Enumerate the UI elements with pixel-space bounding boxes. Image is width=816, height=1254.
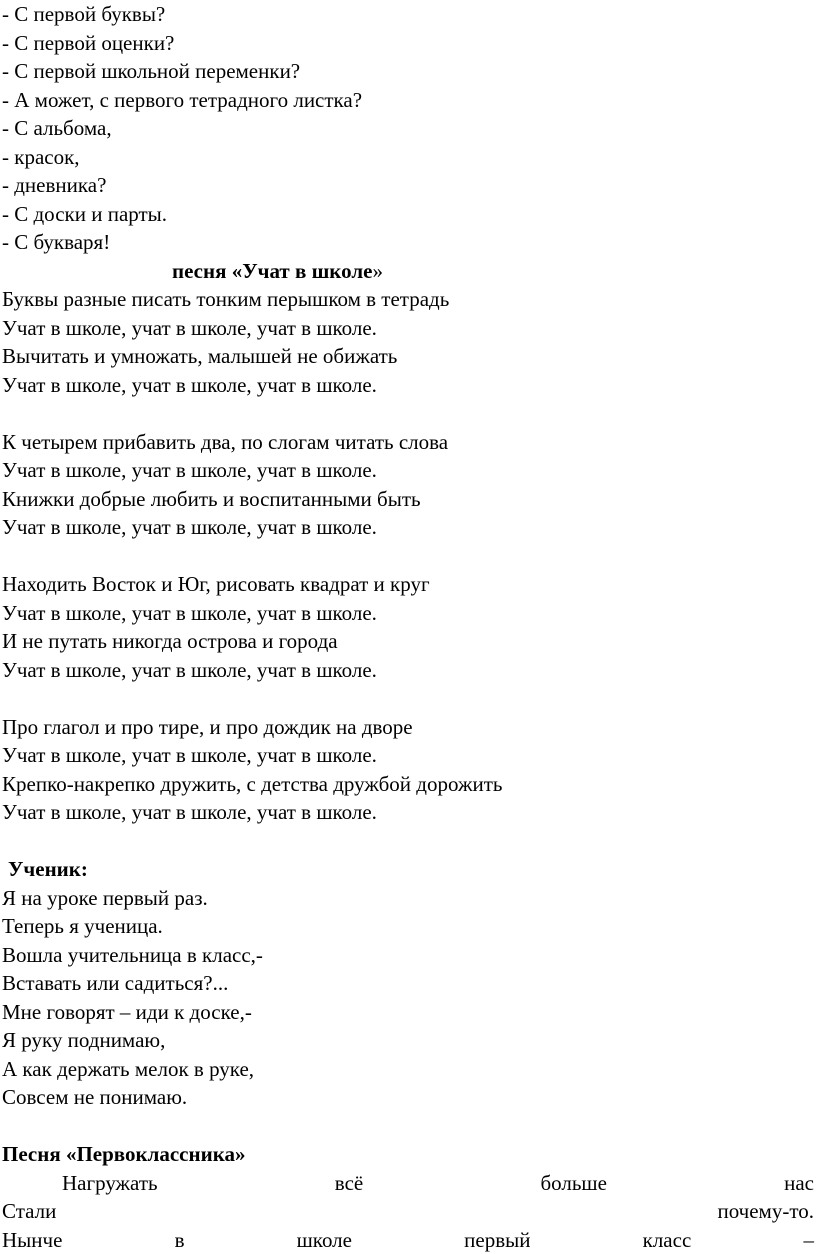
- lyric-line: И не путать никогда острова и города: [2, 627, 816, 656]
- song1-verse: [2, 713, 816, 827]
- song1-verse: [2, 570, 816, 684]
- word: класс: [643, 1226, 692, 1254]
- poem-line: Совсем не понимаю.: [2, 1083, 816, 1112]
- song2-title: Песня «Первоклассника»: [2, 1140, 816, 1169]
- poem-line: Вошла учительница в класс,-: [2, 941, 816, 970]
- question-line: - С первой оценки?: [2, 29, 816, 58]
- song2-justified-line: [2, 1226, 816, 1254]
- poem-line: Теперь я ученица.: [2, 912, 816, 941]
- word: первый: [464, 1226, 530, 1254]
- song1-title: [2, 257, 816, 286]
- song1-title-end: »: [372, 259, 383, 283]
- word: больше: [540, 1169, 606, 1198]
- lyric-line: Учат в школе, учат в школе, учат в школе.: [2, 513, 816, 542]
- question-line: - дневника?: [2, 171, 816, 200]
- song2-justified-line: [2, 1169, 816, 1198]
- word: Нагружать: [62, 1169, 158, 1198]
- lyric-line: Буквы разные писать тонким перышком в тетрадь: [2, 285, 816, 314]
- lyric-line: Книжки добрые любить и воспитанными быть: [2, 485, 816, 514]
- word: в: [175, 1226, 185, 1254]
- lyric-line: Про глагол и про тире, и про дождик на дворе: [2, 713, 816, 742]
- student-poem: [2, 884, 816, 1112]
- word: нас: [784, 1169, 814, 1198]
- lyric-line: Учат в школе, учат в школе, учат в школе.: [2, 741, 816, 770]
- poem-line: Я на уроке первый раз.: [2, 884, 816, 913]
- word: почему-то.: [717, 1197, 814, 1226]
- question-line: - С доски и парты.: [2, 200, 816, 229]
- question-line: - С первой буквы?: [2, 0, 816, 29]
- poem-line: А как держать мелок в руке,: [2, 1055, 816, 1084]
- verse-gap: [2, 827, 816, 856]
- question-line: - С альбома,: [2, 114, 816, 143]
- verse-gap: [2, 684, 816, 713]
- lyric-line: Учат в школе, учат в школе, учат в школе.: [2, 798, 816, 827]
- lyric-line: Вычитать и умножать, малышей не обижать: [2, 342, 816, 371]
- verse-gap: [2, 542, 816, 571]
- poem-line: Мне говорят – иди к доске,-: [2, 998, 816, 1027]
- question-line: - А может, с первого тетрадного листка?: [2, 86, 816, 115]
- student-label: Ученик:: [2, 855, 816, 884]
- verse-gap: [2, 399, 816, 428]
- word: всё: [335, 1169, 363, 1198]
- poem-line: Вставать или садиться?...: [2, 969, 816, 998]
- question-line: - С букваря!: [2, 228, 816, 257]
- question-line: - С первой школьной переменки?: [2, 57, 816, 86]
- word: школе: [297, 1226, 352, 1254]
- poem-line: Я руку поднимаю,: [2, 1026, 816, 1055]
- lyric-line: Находить Восток и Юг, рисовать квадрат и круг: [2, 570, 816, 599]
- lyric-line: Учат в школе, учат в школе, учат в школе.: [2, 656, 816, 685]
- word: Нынче: [2, 1226, 62, 1254]
- section-gap: [2, 1112, 816, 1141]
- lyric-line: Учат в школе, учат в школе, учат в школе.: [2, 599, 816, 628]
- song1-title-bold: песня «Учат в школе: [172, 259, 372, 283]
- lyric-line: К четырем прибавить два, по слогам читать слова: [2, 428, 816, 457]
- lyric-line: Крепко-накрепко дружить, с детства дружбой дорожить: [2, 770, 816, 799]
- question-line: - красок,: [2, 143, 816, 172]
- word: –: [803, 1226, 814, 1254]
- lyric-line: Учат в школе, учат в школе, учат в школе.: [2, 314, 816, 343]
- lyric-line: Учат в школе, учат в школе, учат в школе.: [2, 456, 816, 485]
- word: Стали: [2, 1197, 56, 1226]
- song2-justified-line: [2, 1197, 816, 1226]
- song1-verse: [2, 428, 816, 542]
- intro-questions: [2, 0, 816, 257]
- lyric-line: Учат в школе, учат в школе, учат в школе.: [2, 371, 816, 400]
- song1-verse: [2, 285, 816, 399]
